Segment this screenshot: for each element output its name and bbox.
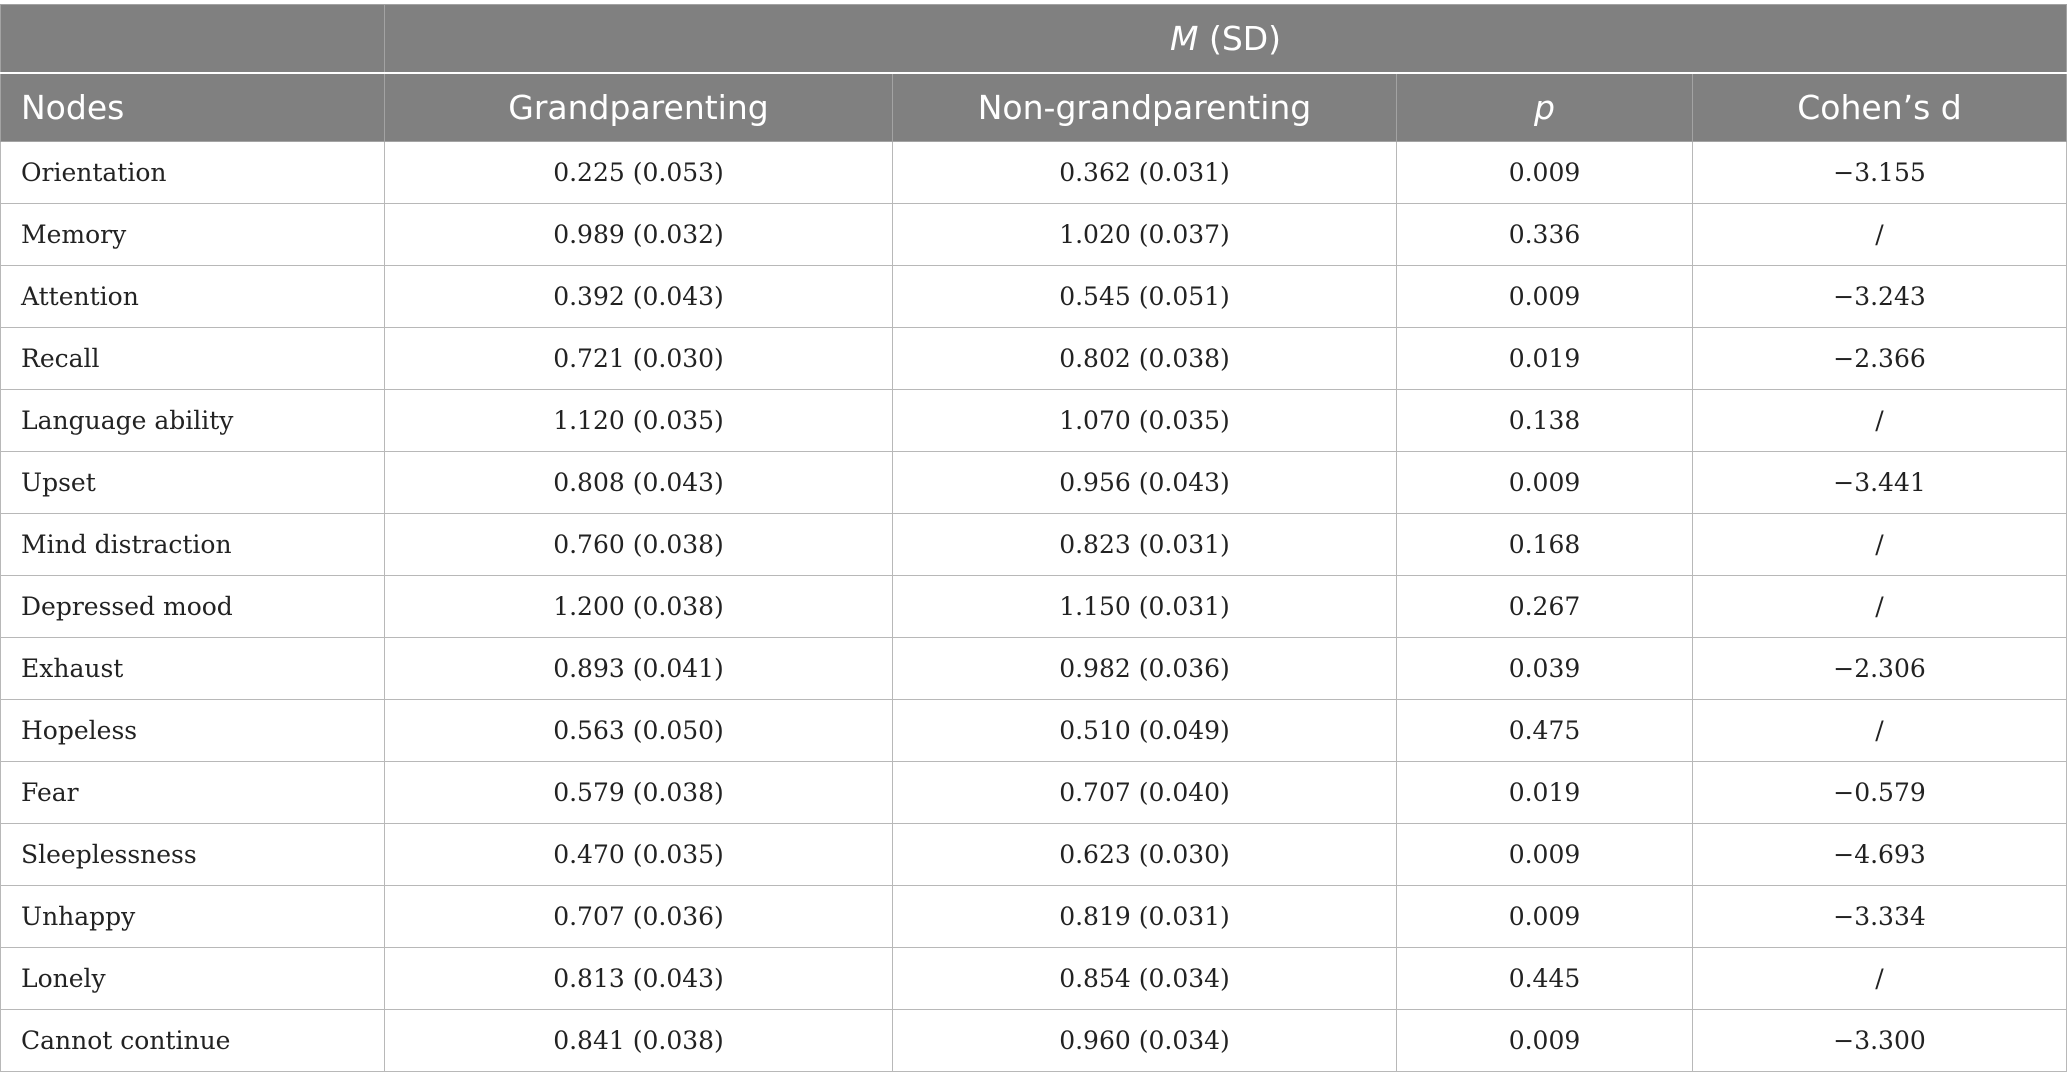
- header-group-cell: [385, 5, 2067, 74]
- cell-grandparenting: 0.579 (0.038): [385, 762, 893, 824]
- cell-cohens-d: /: [1693, 576, 2067, 638]
- table-row: [1, 1010, 2067, 1072]
- cell-grandparenting: 0.707 (0.036): [385, 886, 893, 948]
- header-group-label: (SD): [1208, 19, 1282, 58]
- cell-cohens-d: −3.155: [1693, 142, 2067, 204]
- cell-p-value: 0.009: [1397, 266, 1693, 328]
- cell-grandparenting: 0.392 (0.043): [385, 266, 893, 328]
- cell-cohens-d: −4.693: [1693, 824, 2067, 886]
- cell-cohens-d: /: [1693, 948, 2067, 1010]
- cell-p-value: 0.009: [1397, 886, 1693, 948]
- cell-non-grandparenting: 0.510 (0.049): [893, 700, 1397, 762]
- header-group-row: [1, 5, 2067, 74]
- cell-cohens-d: −3.334: [1693, 886, 2067, 948]
- cell-node: Lonely: [1, 948, 385, 1010]
- header-empty-cell: [1, 5, 385, 74]
- table-row: [1, 142, 2067, 204]
- cell-node: Hopeless: [1, 700, 385, 762]
- cell-p-value: 0.039: [1397, 638, 1693, 700]
- cell-grandparenting: 0.721 (0.030): [385, 328, 893, 390]
- cell-non-grandparenting: 0.802 (0.038): [893, 328, 1397, 390]
- cell-node: Depressed mood: [1, 576, 385, 638]
- results-table: [0, 4, 2067, 1072]
- cell-node: Memory: [1, 204, 385, 266]
- cell-grandparenting: 0.813 (0.043): [385, 948, 893, 1010]
- cell-node: Sleeplessness: [1, 824, 385, 886]
- header-group-italic-label: M: [1169, 19, 1199, 58]
- column-header-grandparenting: Grandparenting: [385, 73, 893, 142]
- cell-non-grandparenting: 0.982 (0.036): [893, 638, 1397, 700]
- cell-node: Mind distraction: [1, 514, 385, 576]
- cell-node: Unhappy: [1, 886, 385, 948]
- cell-non-grandparenting: 0.960 (0.034): [893, 1010, 1397, 1072]
- cell-p-value: 0.336: [1397, 204, 1693, 266]
- table-row: [1, 576, 2067, 638]
- table-row: [1, 824, 2067, 886]
- cell-cohens-d: /: [1693, 514, 2067, 576]
- cell-non-grandparenting: 0.545 (0.051): [893, 266, 1397, 328]
- cell-cohens-d: /: [1693, 204, 2067, 266]
- column-header-cohens-d: Cohen’s d: [1693, 73, 2067, 142]
- cell-non-grandparenting: 0.823 (0.031): [893, 514, 1397, 576]
- cell-node: Exhaust: [1, 638, 385, 700]
- table-row: [1, 700, 2067, 762]
- cell-cohens-d: −3.243: [1693, 266, 2067, 328]
- table-row: [1, 886, 2067, 948]
- cell-grandparenting: 0.760 (0.038): [385, 514, 893, 576]
- cell-non-grandparenting: 0.623 (0.030): [893, 824, 1397, 886]
- cell-non-grandparenting: 0.362 (0.031): [893, 142, 1397, 204]
- column-header-non-grandparenting: Non-grandparenting: [893, 73, 1397, 142]
- cell-cohens-d: −2.306: [1693, 638, 2067, 700]
- cell-p-value: 0.475: [1397, 700, 1693, 762]
- table-row: [1, 204, 2067, 266]
- table-row: [1, 328, 2067, 390]
- cell-p-value: 0.267: [1397, 576, 1693, 638]
- column-header-nodes: Nodes: [1, 73, 385, 142]
- cell-cohens-d: −3.441: [1693, 452, 2067, 514]
- table-header: [1, 5, 2067, 142]
- cell-node: Attention: [1, 266, 385, 328]
- cell-cohens-d: −2.366: [1693, 328, 2067, 390]
- cell-grandparenting: 0.989 (0.032): [385, 204, 893, 266]
- cell-grandparenting: 0.893 (0.041): [385, 638, 893, 700]
- cell-node: Upset: [1, 452, 385, 514]
- cell-node: Recall: [1, 328, 385, 390]
- cell-cohens-d: −3.300: [1693, 1010, 2067, 1072]
- cell-cohens-d: /: [1693, 700, 2067, 762]
- cell-p-value: 0.445: [1397, 948, 1693, 1010]
- cell-node: Fear: [1, 762, 385, 824]
- column-header-p: p: [1397, 73, 1693, 142]
- cell-grandparenting: 0.470 (0.035): [385, 824, 893, 886]
- table-row: [1, 948, 2067, 1010]
- cell-grandparenting: 0.225 (0.053): [385, 142, 893, 204]
- cell-p-value: 0.019: [1397, 762, 1693, 824]
- cell-non-grandparenting: 0.956 (0.043): [893, 452, 1397, 514]
- cell-non-grandparenting: 0.819 (0.031): [893, 886, 1397, 948]
- results-table-container: [0, 4, 2066, 1072]
- table-body: [1, 142, 2067, 1072]
- cell-grandparenting: 0.563 (0.050): [385, 700, 893, 762]
- table-row: [1, 452, 2067, 514]
- cell-node: Orientation: [1, 142, 385, 204]
- cell-p-value: 0.009: [1397, 824, 1693, 886]
- cell-non-grandparenting: 0.707 (0.040): [893, 762, 1397, 824]
- cell-p-value: 0.009: [1397, 142, 1693, 204]
- cell-cohens-d: −0.579: [1693, 762, 2067, 824]
- cell-non-grandparenting: 0.854 (0.034): [893, 948, 1397, 1010]
- cell-p-value: 0.168: [1397, 514, 1693, 576]
- cell-grandparenting: 1.120 (0.035): [385, 390, 893, 452]
- cell-grandparenting: 0.841 (0.038): [385, 1010, 893, 1072]
- cell-grandparenting: 1.200 (0.038): [385, 576, 893, 638]
- cell-p-value: 0.009: [1397, 452, 1693, 514]
- cell-p-value: 0.138: [1397, 390, 1693, 452]
- cell-non-grandparenting: 1.020 (0.037): [893, 204, 1397, 266]
- table-row: [1, 266, 2067, 328]
- cell-node: Language ability: [1, 390, 385, 452]
- cell-grandparenting: 0.808 (0.043): [385, 452, 893, 514]
- cell-non-grandparenting: 1.070 (0.035): [893, 390, 1397, 452]
- cell-cohens-d: /: [1693, 390, 2067, 452]
- cell-non-grandparenting: 1.150 (0.031): [893, 576, 1397, 638]
- table-row: [1, 390, 2067, 452]
- table-row: [1, 514, 2067, 576]
- table-row: [1, 638, 2067, 700]
- cell-p-value: 0.019: [1397, 328, 1693, 390]
- cell-node: Cannot continue: [1, 1010, 385, 1072]
- table-row: [1, 762, 2067, 824]
- cell-p-value: 0.009: [1397, 1010, 1693, 1072]
- header-column-row: [1, 73, 2067, 142]
